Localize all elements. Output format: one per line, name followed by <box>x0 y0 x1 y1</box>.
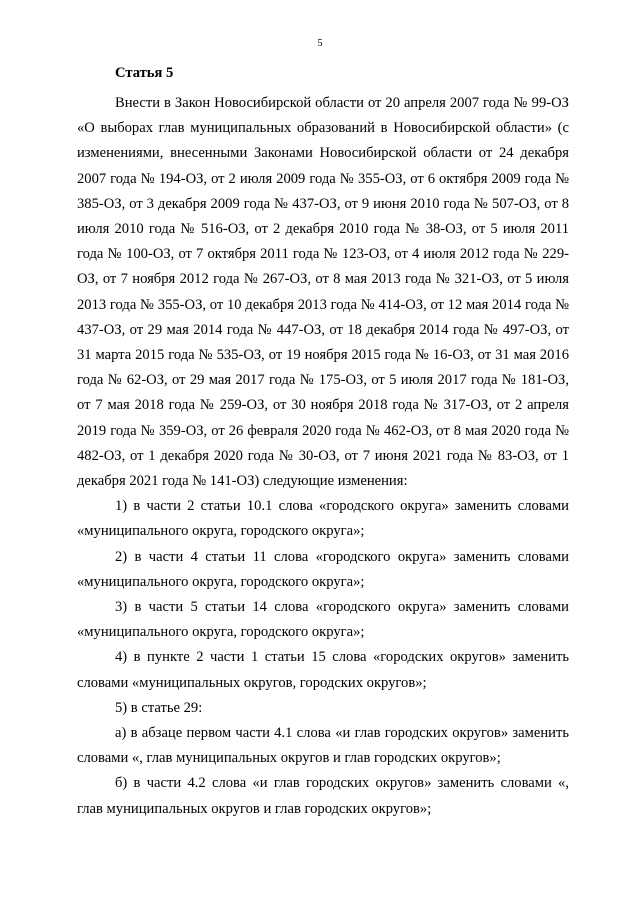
amendment-item-4: 4) в пункте 2 части 1 статьи 15 слова «городских округов» заменить словами «муниципальных округов, городских округов»; <box>77 649 569 691</box>
amendment-subitem-a: а) в абзаце первом части 4.1 слова «и глав городских округов» заменить словами «, глав муниципальных округов и глав городских округов»; <box>77 725 569 767</box>
amendment-item-2: 2) в части 4 статьи 11 слова «городского округа» заменить словами «муниципального округа, городского округа»; <box>77 548 569 590</box>
amendment-item-5: 5) в статье 29: <box>115 699 203 716</box>
amendment-item-1: 1) в части 2 статьи 10.1 слова «городского округа» заменить словами «муниципального округа, городского округа»; <box>77 498 569 540</box>
article-body <box>77 62 569 822</box>
amendment-subitem-b: б) в части 4.2 слова «и глав городских округов» заменить словами «, глав муниципальных округов и глав городских округов»; <box>77 775 569 817</box>
article-intro-paragraph: Внести в Закон Новосибирской области от 20 апреля 2007 года № 99-ОЗ «О выборах глав муниципальных образований в Новосибирской области» (с изменениями, внесенными Законами Новосибирской области от 24 декабря 2007 года № 194-ОЗ, от 2 июля 2009 года № 355-ОЗ, от 6 октября 2009 года № 385-ОЗ, от 3 декабря 2009 года № 437-ОЗ, от 9 июня 2010 года № 507-ОЗ, от 8 июля 2010 года № 516-ОЗ, от 2 декабря 2010 года № 38-ОЗ, от 5 июля 2011 года № 100-ОЗ, от 7 октября 2011 года № 123-ОЗ, от 4 июля 2012 года № 229-ОЗ, от 7 ноября 2012 года № 267-ОЗ, от 8 мая 2013 года № 321-ОЗ, от 5 июля 2013 года № 355-ОЗ, от 10 декабря 2013 года № 414-ОЗ, от 12 мая 2014 года № 437-ОЗ, от 29 мая 2014 года № 447-ОЗ, от 18 декабря 2014 года № 497-ОЗ, от 31 марта 2015 года № 535-ОЗ, от 19 ноября 2015 года № 16-ОЗ, от 31 мая 2016 года № 62-ОЗ, от 29 мая 2017 года № 175-ОЗ, от 5 июля 2017 года № 181-ОЗ, от 7 мая 2018 года № 259-ОЗ, от 30 ноября 2018 года № 317-ОЗ, от 2 апреля 2019 года № 359-ОЗ, от 26 февраля 2020 года № 462-ОЗ, от 8 мая 2020 года № 482-ОЗ, от 1 декабря 2020 года № 30-ОЗ, от 7 июня 2021 года № 83-ОЗ, от 1 декабря 2021 года № 141-ОЗ) следующие изменения: <box>77 95 569 490</box>
amendment-item-3: 3) в части 5 статьи 14 слова «городского округа» заменить словами «муниципального округа, городского округа»; <box>77 599 569 641</box>
page-number: 5 <box>317 38 323 49</box>
article-heading: Статья 5 <box>115 65 174 81</box>
